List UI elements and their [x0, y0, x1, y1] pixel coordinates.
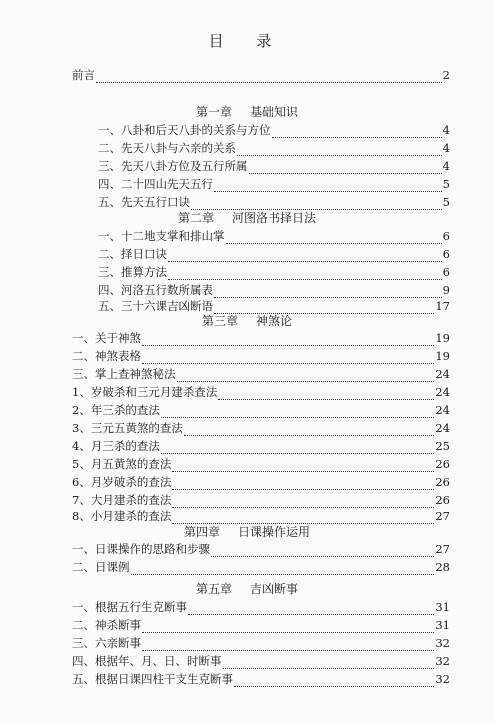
dot-leader [172, 512, 434, 524]
dot-leader [142, 639, 434, 651]
toc-entry-label: 2、年三杀的查法 [72, 403, 160, 417]
toc-entry-label: 一、关于神煞 [72, 331, 141, 345]
toc-entry[interactable] [72, 330, 450, 346]
dot-leader [168, 250, 442, 262]
toc-entry[interactable] [98, 194, 450, 210]
toc-entry[interactable] [72, 635, 450, 651]
toc-entry-label: 四、二十四山先天五行 [98, 177, 213, 191]
toc-page-number: 19 [435, 349, 450, 363]
toc-entry[interactable] [98, 264, 450, 280]
toc-entry-label: 三、推算方法 [98, 265, 167, 279]
toc-page-number: 6 [442, 229, 450, 243]
dot-leader [218, 388, 434, 400]
dot-leader [211, 545, 434, 557]
dot-leader [214, 286, 442, 298]
chapter-name: 神煞论 [256, 314, 293, 328]
page-title: 目 录 [208, 32, 286, 50]
toc-entry[interactable] [98, 158, 450, 174]
toc-entry[interactable] [72, 348, 450, 364]
toc-page-number: 5 [442, 177, 450, 191]
chapter-number: 第五章 [195, 582, 232, 596]
dot-leader [161, 442, 435, 454]
toc-entry[interactable] [98, 140, 450, 156]
toc-page-number: 25 [435, 439, 450, 453]
chapter-name: 基础知识 [250, 105, 299, 119]
dot-leader [96, 71, 442, 83]
toc-page-number: 27 [435, 542, 450, 556]
toc-entry-label: 三、六亲断事 [72, 636, 141, 650]
toc-entry-label: 三、先天八卦方位及五行所属 [98, 159, 248, 173]
toc-page-number: 17 [435, 299, 450, 313]
dot-leader [177, 370, 435, 382]
toc-entry[interactable] [72, 438, 450, 454]
toc-entry[interactable] [98, 176, 450, 192]
dot-leader [172, 496, 434, 508]
toc-entry-label: 前言 [72, 68, 95, 82]
dot-leader [226, 232, 442, 244]
toc-page-number: 31 [435, 618, 450, 632]
chapter-heading-1 [0, 104, 494, 120]
dot-leader [237, 144, 442, 156]
toc-entry[interactable] [72, 474, 450, 490]
dot-leader [142, 621, 434, 633]
toc-entry[interactable] [98, 282, 450, 298]
dot-leader [184, 424, 435, 436]
toc-entry[interactable] [72, 366, 450, 382]
chapter-number: 第二章 [177, 211, 214, 225]
chapter-name: 日课操作运用 [238, 525, 311, 539]
toc-page-number: 26 [435, 493, 450, 507]
toc-entry[interactable] [72, 653, 450, 669]
toc-entry[interactable] [98, 122, 450, 138]
dot-leader [172, 478, 434, 490]
toc-page-number: 31 [435, 600, 450, 614]
toc-page-number: 6 [442, 247, 450, 261]
toc-page-number: 6 [442, 265, 450, 279]
chapter-number: 第三章 [201, 314, 238, 328]
dot-leader [142, 352, 434, 364]
toc-entry-label: 3、三元五黄煞的查法 [72, 421, 183, 435]
toc-entry[interactable] [72, 456, 450, 472]
dot-leader [214, 180, 442, 192]
toc-page-number: 32 [435, 672, 450, 686]
chapter-name: 河图洛书择日法 [232, 211, 317, 225]
toc-page-number: 32 [435, 654, 450, 668]
dot-leader [188, 603, 434, 615]
toc-entry-label: 二、择日口诀 [98, 247, 167, 261]
toc-page-number: 28 [435, 560, 450, 574]
toc-entry-label: 四、河洛五行数所属表 [98, 283, 213, 297]
toc-page-number: 4 [442, 141, 450, 155]
toc-entry[interactable] [72, 420, 450, 436]
toc-entry[interactable] [98, 246, 450, 262]
toc-entry-label: 一、日课操作的思路和步骤 [72, 542, 210, 556]
toc-entry-label: 一、根据五行生克断事 [72, 600, 187, 614]
toc-entry-label: 四、根据年、月、日、时断事 [72, 654, 222, 668]
toc-entry-label: 8、小月建杀的查法 [72, 509, 172, 523]
toc-entry-preface[interactable] [72, 67, 450, 83]
chapter-heading-3 [0, 313, 494, 329]
toc-entry-label: 五、先天五行口诀 [98, 195, 190, 209]
toc-entry[interactable] [72, 559, 450, 575]
toc-entry-label: 二、先天八卦与六亲的关系 [98, 141, 236, 155]
toc-entry-label: 二、神煞表格 [72, 349, 141, 363]
toc-page-number: 4 [442, 123, 450, 137]
toc-entry-label: 二、神杀断事 [72, 618, 141, 632]
toc-page-number: 27 [435, 509, 450, 523]
toc-entry-label: 一、十二地支掌和排山掌 [98, 229, 225, 243]
toc-page-number: 26 [435, 457, 450, 471]
dot-leader [172, 460, 434, 472]
toc-entry[interactable] [72, 599, 450, 615]
dot-leader [161, 406, 435, 418]
dot-leader [272, 126, 442, 138]
toc-entry-label: 6、月岁破杀的查法 [72, 475, 172, 489]
toc-page-number: 4 [442, 159, 450, 173]
toc-page-number: 5 [442, 195, 450, 209]
toc-entry-label: 五、三十六课吉凶断语 [98, 299, 213, 313]
toc-page-number: 2 [442, 68, 450, 82]
toc-entry-label: 7、大月建杀的查法 [72, 493, 172, 507]
toc-page-number: 19 [435, 331, 450, 345]
toc-entry[interactable] [98, 228, 450, 244]
toc-page-number: 9 [442, 283, 450, 297]
dot-leader [142, 334, 434, 346]
chapter-name: 吉凶断事 [250, 582, 299, 596]
dot-leader [191, 198, 442, 210]
dot-leader [249, 162, 442, 174]
toc-page-number: 24 [435, 403, 450, 417]
toc-entry[interactable] [72, 402, 450, 418]
toc-entry-label: 1、岁破杀和三元月建杀查法 [72, 385, 218, 399]
toc-page-number: 24 [435, 367, 450, 381]
toc-page-number: 32 [435, 636, 450, 650]
toc-entry[interactable] [72, 671, 450, 687]
toc-page-number: 24 [435, 385, 450, 399]
toc-entry[interactable] [72, 492, 450, 508]
chapter-heading-5 [0, 581, 494, 597]
dot-leader [234, 675, 434, 687]
toc-entry[interactable] [72, 541, 450, 557]
chapter-number: 第一章 [195, 105, 232, 119]
chapter-number: 第四章 [183, 525, 220, 539]
toc-entry-label: 二、日课例 [72, 560, 130, 574]
toc-entry-label: 5、月五黄煞的查法 [72, 457, 172, 471]
toc-entry-label: 五、根据日课四柱干支生克断事 [72, 672, 233, 686]
toc-entry[interactable] [98, 298, 450, 314]
dot-leader [223, 657, 435, 669]
dot-leader [131, 563, 435, 575]
toc-entry-label: 4、月三杀的查法 [72, 439, 160, 453]
toc-entry-label: 三、掌上查神煞秘法 [72, 367, 176, 381]
toc-entry[interactable] [72, 508, 450, 524]
dot-leader [168, 268, 442, 280]
toc-entry-label: 一、八卦和后天八卦的关系与方位 [98, 123, 271, 137]
toc-page-number: 24 [435, 421, 450, 435]
chapter-heading-4 [0, 524, 494, 540]
toc-page-number: 26 [435, 475, 450, 489]
chapter-heading-2 [0, 210, 494, 226]
toc-entry[interactable] [72, 617, 450, 633]
toc-entry[interactable] [72, 384, 450, 400]
